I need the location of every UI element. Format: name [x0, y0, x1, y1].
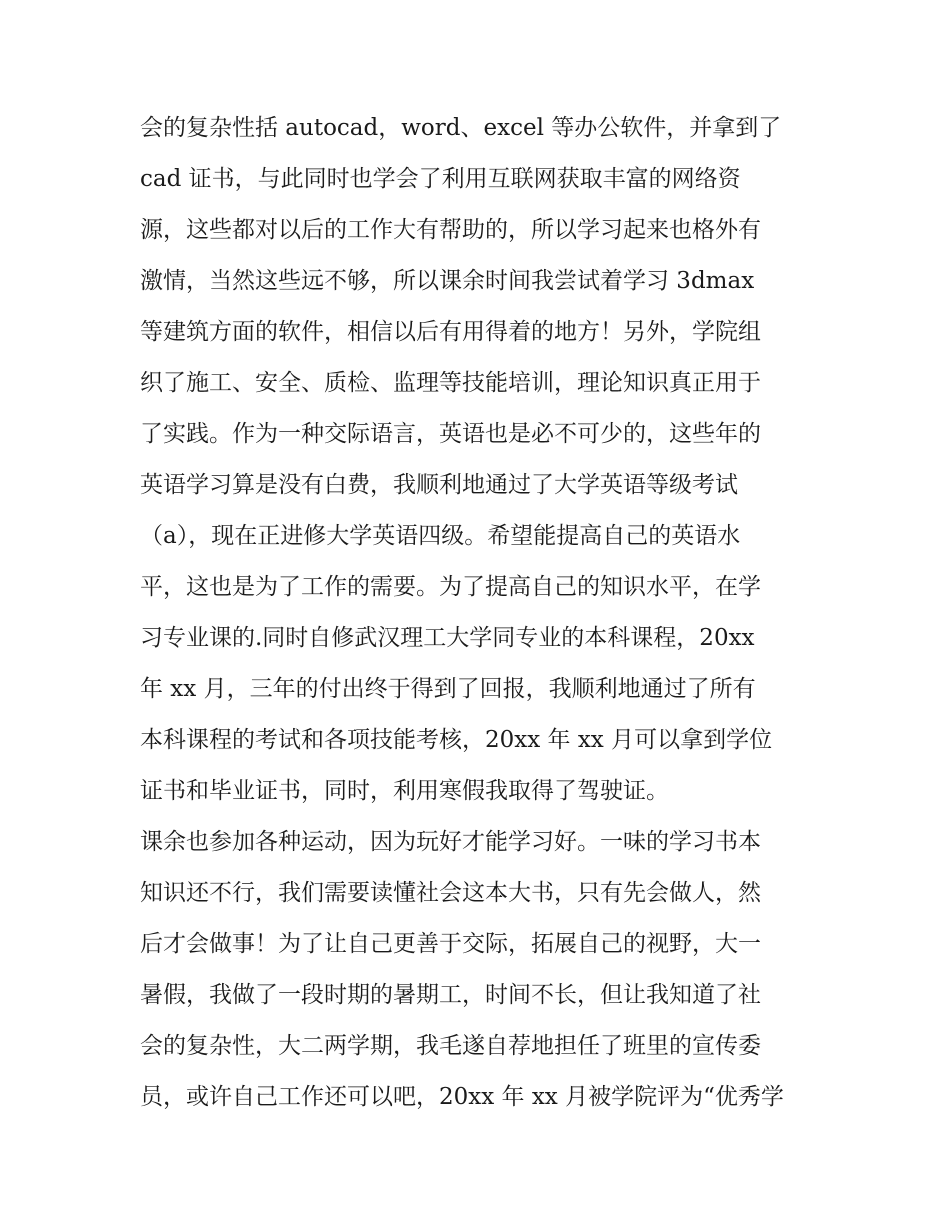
text-line: 等建筑方面的软件，相信以后有用得着的地方！另外，学院组: [140, 319, 761, 345]
text-line: 了实践。作为一种交际语言，英语也是必不可少的，这些年的: [140, 421, 761, 447]
text-line: 年 xx 月，三年的付出终于得到了回报，我顺利地通过了所有: [140, 676, 756, 702]
text-line: 会的复杂性，大二两学期，我毛遂自荐地担任了班里的宣传委: [140, 1033, 761, 1059]
text-line: 织了施工、安全、质检、监理等技能培训，理论知识真正用于: [140, 370, 761, 396]
text-line: 课余也参加各种运动，因为玩好才能学习好。一味的学习书本: [140, 829, 761, 855]
text-line: （a），现在正进修大学英语四级。希望能提高自己的英语水: [140, 523, 741, 549]
text-line: 暑假，我做了一段时期的暑期工，时间不长，但让我知道了社: [140, 982, 761, 1008]
text-line: 习专业课的.同时自修武汉理工大学同专业的本科课程，20xx: [140, 625, 755, 651]
paragraph-1: [140, 103, 820, 817]
text-line: 会的复杂性括 autocad，word、excel 等办公软件，并拿到了: [140, 115, 782, 141]
text-line: 知识还不行，我们需要读懂社会这本大书，只有先会做人，然: [140, 880, 761, 906]
text-line: 后才会做事！为了让自己更善于交际，拓展自己的视野，大一: [140, 931, 761, 957]
text-line: 激情，当然这些远不够，所以课余时间我尝试着学习 3dmax: [140, 268, 755, 294]
text-line: 本科课程的考试和各项技能考核，20xx 年 xx 月可以拿到学位: [140, 727, 773, 753]
text-line: 英语学习算是没有白费，我顺利地通过了大学英语等级考试: [140, 472, 738, 498]
text-line: 证书和毕业证书，同时，利用寒假我取得了驾驶证。: [140, 778, 669, 804]
text-line: 平，这也是为了工作的需要。为了提高自己的知识水平，在学: [140, 574, 761, 600]
text-line: 员，或许自己工作还可以吧，20xx 年 xx 月被学院评为“优秀学: [140, 1084, 784, 1110]
paragraph-2: [140, 817, 820, 1123]
document-body: [140, 103, 820, 1123]
text-line: cad 证书，与此同时也学会了利用互联网获取丰富的网络资: [140, 166, 741, 192]
text-line: 源，这些都对以后的工作大有帮助的，所以学习起来也格外有: [140, 217, 761, 243]
